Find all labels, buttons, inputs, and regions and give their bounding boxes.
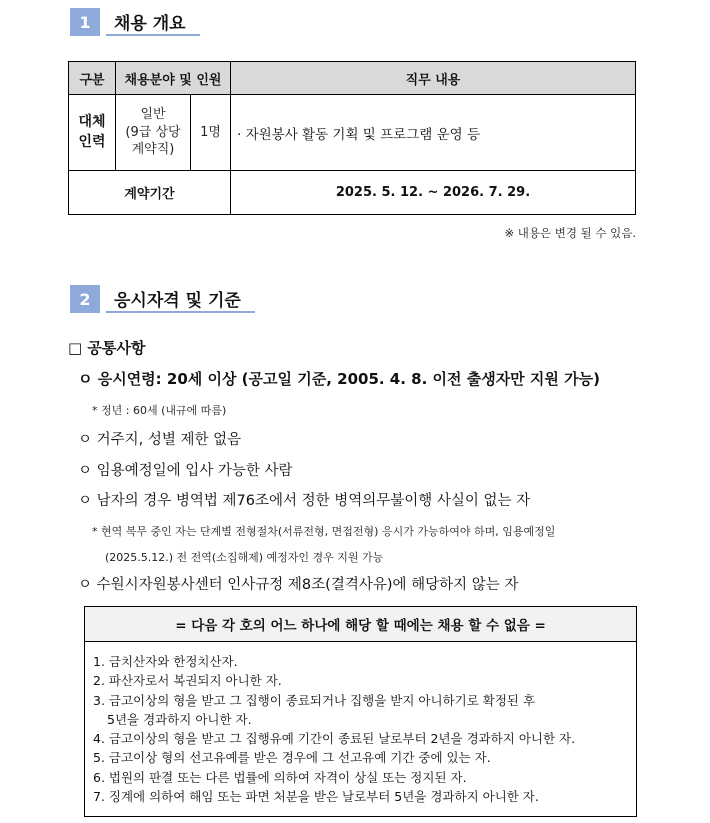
disqualification-title: = 다음 각 호의 어느 하나에 해당 할 때에는 채용 할 수 없음 = <box>85 607 636 642</box>
list-item: 4. 금고이상의 형을 받고 그 집행유예 기간이 종료된 날로부터 2년을 경과하지 아니한 자. <box>93 731 576 747</box>
duty-cell: · 자원봉사 활동 기획 및 프로그램 운영 등 <box>231 95 636 171</box>
section-number: 2 <box>70 285 100 313</box>
requirement-age: ㅇ 응시연령: 20세 이상 (공고일 기준, 2005. 4. 8. 이전 출생자만 지원 가능) <box>78 370 600 388</box>
list-item: 5. 금고이상 형의 선고유예를 받은 경우에 그 선고유예 기간 중에 있는 자. <box>93 750 491 766</box>
section-title: 응시자격 및 기준 <box>106 285 255 313</box>
period-value: 2025. 5. 12. ~ 2026. 7. 29. <box>231 171 636 215</box>
period-label: 계약기간 <box>69 171 231 215</box>
change-note: ※ 내용은 변경 될 수 있음. <box>504 226 636 240</box>
military-note-line1: * 현역 복무 중인 자는 단계별 전형절차(서류전형, 면접전형) 응시가 가능하여야 하며, 임용예정일 <box>92 525 556 538</box>
category-cell: 대체 인력 <box>69 95 116 171</box>
military-note-line2: (2025.5.12.) 전 전역(소집해제) 예정자인 경우 지원 가능 <box>105 551 384 564</box>
list-item: 7. 징계에 의하여 해임 또는 파면 처분을 받은 날로부터 5년을 경과하지 아니한 자. <box>93 789 539 805</box>
requirement-residence: ㅇ 거주지, 성별 제한 없음 <box>78 432 242 448</box>
section-number: 1 <box>70 8 100 36</box>
header-field: 채용분야 및 인원 <box>116 62 231 95</box>
section-2-heading <box>70 285 255 313</box>
field-cell: 일반 (9급 상당 계약직) <box>116 95 191 171</box>
list-item: 3. 금고이상의 형을 받고 그 집행이 종료되거나 집행을 받지 아니하기로 확정된 후 <box>93 692 536 708</box>
header-duty: 직무 내용 <box>231 62 636 95</box>
header-category: 구분 <box>69 62 116 95</box>
requirement-military: ㅇ 남자의 경우 병역법 제76조에서 정한 병역의무불이행 사실이 없는 자 <box>78 493 531 509</box>
list-item: 2. 파산자로서 복권되지 아니한 자. <box>93 673 282 689</box>
section-1-heading <box>70 8 200 36</box>
section-title: 채용 개요 <box>106 8 200 36</box>
requirement-disqualification: ㅇ 수원시자원봉사센터 인사규정 제8조(결격사유)에 해당하지 않는 자 <box>78 577 519 593</box>
disqualification-box <box>84 606 637 817</box>
disqualification-list <box>85 642 636 806</box>
recruitment-overview-table <box>68 61 636 215</box>
requirement-start-date: ㅇ 임용예정일에 입사 가능한 사람 <box>78 463 293 479</box>
list-item: 1. 금치산자와 한정치산자. <box>93 654 238 669</box>
common-requirements-heading: □ 공통사항 <box>68 339 146 357</box>
list-item: 5년을 경과하지 아니한 자. <box>107 711 252 727</box>
list-item: 6. 법원의 판결 또는 다른 법률에 의하여 자격이 상실 또는 정지된 자. <box>93 769 467 785</box>
retirement-note: * 정년 : 60세 (내규에 따름) <box>92 404 227 417</box>
count-cell: 1명 <box>191 95 231 171</box>
